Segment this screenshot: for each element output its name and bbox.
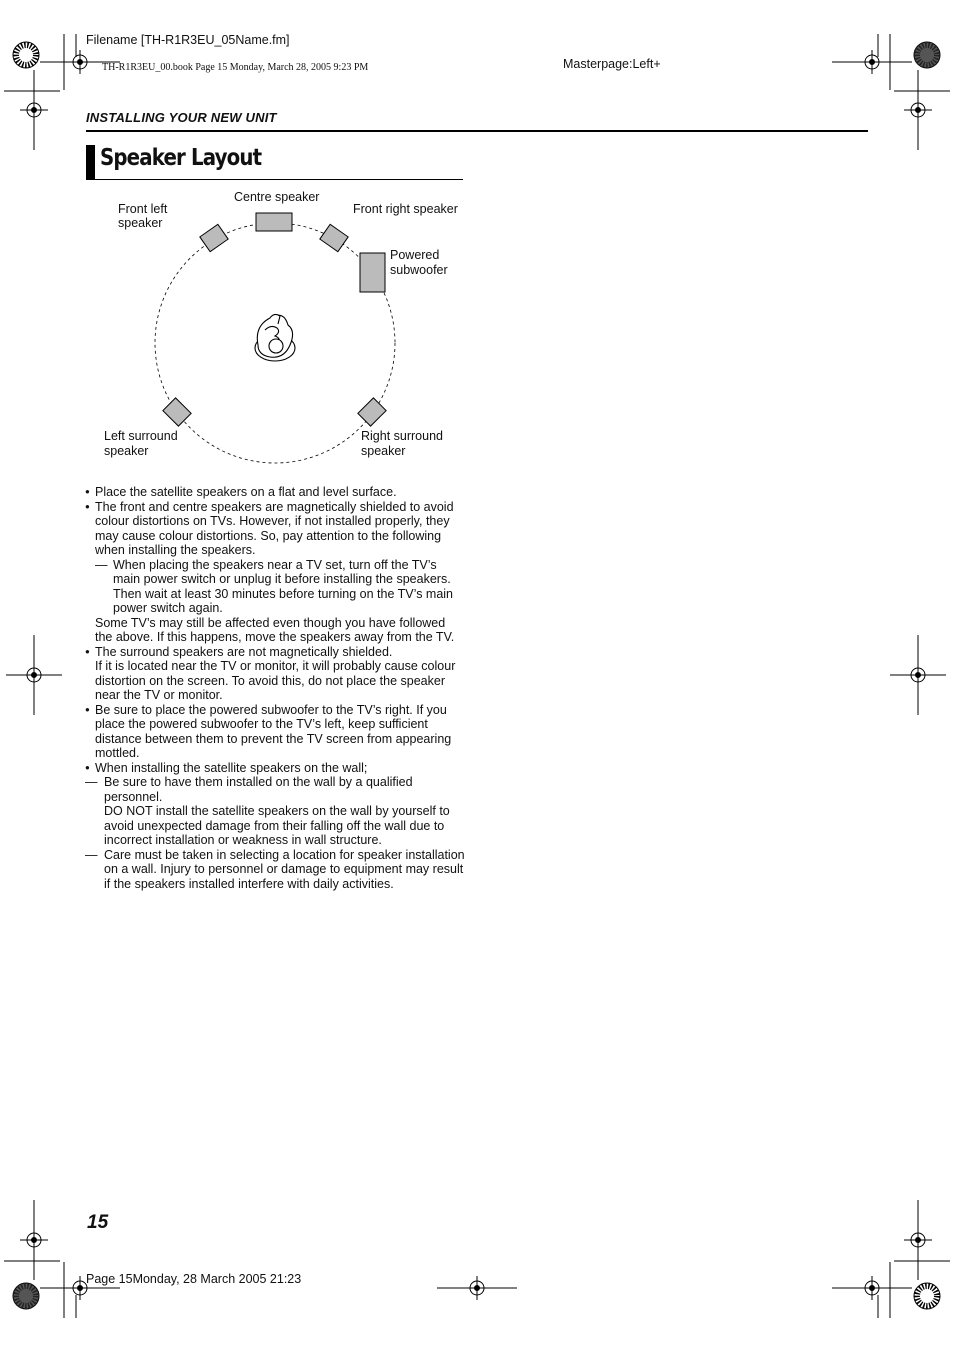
page-info-text: Page 15Monday, 28 March 2005 21:23 [86, 1272, 302, 1286]
bullet-magnetic-shielding: ● The front and centre speakers are magnetically shielded to avoid colour distortions on TVs. However, if not installed properly, they may cause colour distortions. So, pay attention to the following when installing the speakers. [85, 500, 465, 558]
subwoofer-label-line1: Powered [390, 248, 440, 262]
dash-location-care-text: Care must be taken in selecting a location for speaker installation on a wall. Injury to personnel or damage to equipment may result if the speakers installed interfere with daily activities. [104, 847, 465, 891]
front-right-label: Front right speaker [353, 202, 458, 216]
front-left-label-line2: speaker [118, 216, 163, 230]
page-number: 15 [87, 1212, 109, 1233]
bullet-surround-not-shielded: ● The surround speakers are not magnetically shielded. [85, 645, 465, 660]
note-tv-affected: Some TV’s may still be affected even though you have followed the above. If this happens, move the speakers away from the TV. [95, 615, 455, 644]
bullet-wall-install: ● When installing the satellite speakers on the wall; [85, 761, 465, 776]
centre-speaker-label: Centre speaker [234, 190, 320, 204]
right-surround-label-line1: Right surround [361, 429, 443, 443]
front-left-speaker-box [200, 224, 228, 251]
front-right-speaker-box [320, 224, 348, 251]
masterpage-text: Masterpage:Left+ [563, 57, 661, 71]
note-do-not-install: DO NOT install the satellite speakers on the wall by yourself to avoid unexpected damage from their falling off the wall due to incorrect installation or weakness in wall structure. [104, 804, 450, 847]
speaker-layout-diagram [0, 0, 954, 480]
bullet-subwoofer-placement: ● Be sure to place the powered subwoofer to the TV’s right. If you place the powered subwoofer to the TV’s left, keep sufficient distance between them to prevent the TV screen from appearing mottled. [85, 703, 465, 761]
centre-speaker-box [256, 213, 292, 231]
dash-location-care [85, 848, 465, 892]
left-surround-speaker-box [163, 398, 191, 426]
front-left-label-line1: Front left [118, 202, 168, 216]
instructions-list [85, 485, 465, 891]
section-heading: INSTALLING YOUR NEW UNIT [86, 110, 277, 125]
dash-tv-power-text: When placing the speakers near a TV set, turn off the TV’s main power switch or unplug it before installing the speakers. Then wait at least 30 minutes before turning on the TV’s main power switch again. [113, 557, 454, 615]
book-info-text: TH-R1R3EU_00.book Page 15 Monday, March 28, 2005 9:23 PM [102, 62, 369, 73]
filename-text: Filename [TH-R1R3EU_05Name.fm] [86, 33, 290, 47]
dash-tv-power [85, 558, 465, 616]
note-surround-distortion: If it is located near the TV or monitor, it will probably cause colour distortion on the screen. To avoid this, do not place the speaker near the TV or monitor. [95, 659, 456, 702]
dash-mark: — [85, 775, 98, 789]
dash-qualified-personnel-text: Be sure to have them installed on the wall by a qualified personnel. [104, 775, 413, 804]
left-surround-label-line2: speaker [104, 444, 149, 458]
subwoofer-label-line2: subwoofer [390, 263, 448, 277]
dash-mark: — [95, 557, 108, 572]
subwoofer-box [360, 253, 385, 292]
listener-icon [255, 314, 295, 361]
dash-mark: — [85, 847, 98, 862]
right-surround-label-line2: speaker [361, 444, 406, 458]
bullet-flat-surface: ● Place the satellite speakers on a flat and level surface. [85, 485, 465, 500]
left-surround-label-line1: Left surround [104, 429, 178, 443]
right-surround-speaker-box [358, 398, 386, 426]
page-title: Speaker Layout [100, 145, 262, 171]
dash-qualified-personnel [85, 775, 465, 804]
